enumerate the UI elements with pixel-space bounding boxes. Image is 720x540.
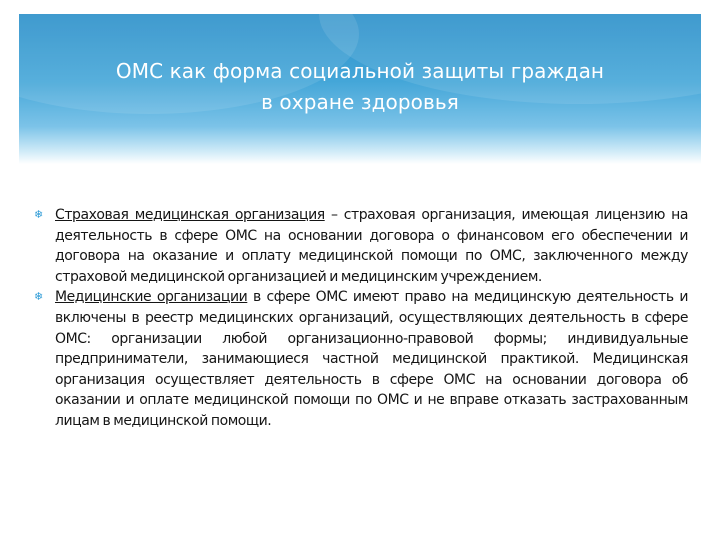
slide-title-line-2: в охране здоровья [261, 90, 459, 114]
title-banner [19, 14, 701, 164]
snowflake-bullet-icon: ❄ [34, 290, 43, 304]
snowflake-bullet-icon: ❄ [34, 208, 43, 221]
bullet-item [34, 287, 688, 431]
slide-title-line-1: ОМС как форма социальной защиты граждан [115, 59, 605, 83]
bullet-text: в сфере ОМС имеют право на медицинскую деятельность и включены в реестр медицинских организаций, осуществляющих деятельность в сфере ОМС: организации любой организационно-правовой формы; индивидуальные предприниматели, занимающиеся частной медицинской практикой. Медицинская организация осуществляет деятельность в сфере ОМС на основании договора об оказании и оплате медицинской помощи по ОМС и не вправе отказать застрахованным лицам в медицинской помощи. [55, 289, 689, 429]
bullet-text: – страховая организация, имеющая лицензию на деятельность в сфере ОМС на основании договора о финансовом его обеспечении и договора на оказание и оплату медицинской помощи по ОМС, заключенного между страховой медицинской организацией и медицинским учреждением. [55, 207, 689, 285]
bullet-term: Страховая медицинская организация [55, 207, 325, 223]
bullet-item [34, 205, 688, 287]
bullet-list [34, 205, 688, 432]
slide-title [19, 56, 701, 118]
bullet-term: Медицинские организации [55, 289, 248, 306]
